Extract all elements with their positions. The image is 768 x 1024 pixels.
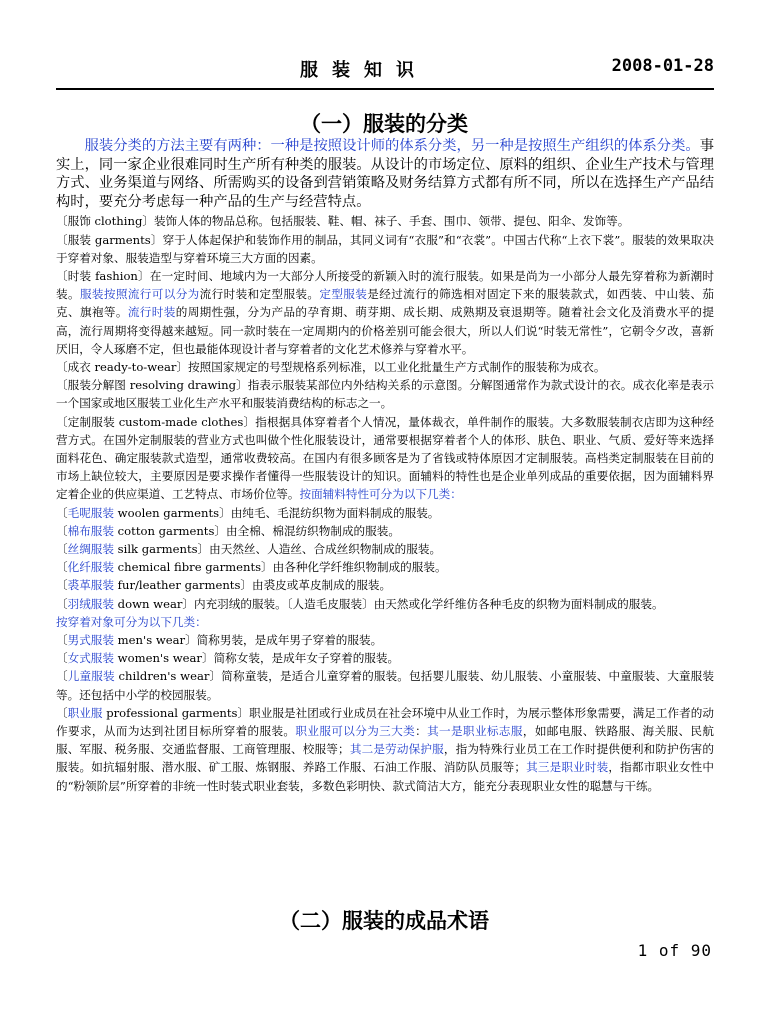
highlighted-text: 女式服装 [67,651,114,666]
highlighted-text: 其二是劳动保护服 [349,742,444,757]
text-run: 的周期性强，分为产品的孕育期、萌芽期、成长期、成熟期及衰退期等。随着社会文化及消费水平的提高，流行周期将变得越来越短。同一款时装在一定周期内的价格差别可能会很大，所以人们说“时装无常性”，它朝令夕改，喜新厌旧，令人琢磨不定，但也最能体现设计者与穿着者的文化艺术修养与穿着水平。 [56,305,714,356]
header-rule [56,88,714,90]
text-run: 〔定制服装 custom-made clothes〕指根据具体穿着者个人情况，量体裁衣，单件制作的服装。大多数服装制衣店即为这种经营方式。在国外定制服装的营业方式也叫做个性化服装设计，通常要根据穿着者个人的体形、肤色、职业、气质、爱好等来选择面料花色、确定服装款式造型，通常收费较高。在国内有很多顾客是为了省钱或特体原因才定制服装。高档类定制服装在目前的市场上缺位较大，主要原因是要求操作者懂得一些服装设计的知识。面辅料的特性也是企业单列成品的重要依据，因为面辅料界定着企业的供应渠道、工艺特点、市场价位等。 [56,414,714,502]
text-run: 〔 [56,505,68,520]
highlighted-text: 化纤服装 [67,560,114,575]
text-run: 〔服饰 clothing〕装饰人体的物品总称。包括服装、鞋、帽、袜子、手套、围巾、领带、提包、阳伞、发饰等。 [56,214,630,229]
text-run: children's wear〕简称童装，是适合儿童穿着的服装。包括婴儿服装、幼儿服装、小童服装、中童服装、大童服装等。还包括中小学的校园服装。 [56,669,714,702]
highlighted-text: 定型服装 [319,287,368,302]
highlighted-text: 流行时装 [127,305,176,320]
definition-paragraph [56,267,714,358]
header-title: 服装知识 [300,60,428,81]
text-run: 〔 [56,578,68,593]
text-run: 〔服装 garments〕穿于人体起保护和装饰作用的制品，其同义词有“衣服”和“衣裳”。中国古代称“上衣下裳”。服装的效果取决于穿着对象、服装造型与穿着环境三大方面的因素。 [56,232,714,265]
definition-paragraph [56,540,714,558]
highlighted-text: 其三是职业时装 [525,760,609,775]
highlighted-text: 男式服装 [67,633,114,648]
text-run: ，如邮电服、铁路服、海关服、民航服、军服、税务服、交通监督服、工商管理服、校服等； [56,724,714,757]
highlighted-text: 服装分类的方法主要有两种：一种是按照设计师的体系分类，另一种是按照生产组织的体系分类。 [84,138,700,154]
text-run: 〔时装 fashion〕在一定时间、地域内为一大部分人所接受的新颖入时的流行服装。如果是尚为一小部分人最先穿着称为新潮时装。 [56,268,714,302]
text-run: 事实上，同一家企业很难同时生产所有种类的服装。从设计的市场定位、原料的组织、企业生产技术与管理方式、业务渠道与网络、所需购买的设备到营销策略及财务结算方式都有所不同，所以在选择生产产品结构时，要充分考虑每一种产品的生产与经营特点。 [56,138,714,210]
text-run: down wear〕内充羽绒的服装。〔人造毛皮服装〕由天然或化学纤维仿各种毛皮的织物为面料制成的服装。 [114,596,664,611]
text-run: 〔 [56,523,68,538]
definition-paragraph [56,504,714,522]
highlighted-text: 裘革服装 [67,578,114,593]
highlighted-text: 毛呢服装 [67,505,114,520]
highlighted-text: 按穿着对象可分为以下几类： [56,614,207,629]
text-run: 〔 [56,651,68,666]
intro-paragraph [56,137,714,211]
page-header [56,56,714,82]
definition-paragraph [56,704,714,795]
text-run: 流行时装和定型服装。 [199,287,320,302]
highlighted-text: 丝绸服装 [67,542,114,557]
definition-list [56,212,714,795]
document-body [56,137,714,795]
text-run: woolen garments〕由纯毛、毛混纺织物为面料制成的服装。 [114,505,440,520]
highlighted-text: 职业服 [67,705,103,720]
text-run: ，指都市职业女性中的“粉领阶层”所穿着的非统一性时装式职业套装，多数色彩明快、款式简洁大方，能充分表现职业女性的聪慧与干练。 [56,760,714,793]
highlighted-text: 其一是职业标志服 [427,724,523,739]
text-run: 〔 [56,560,68,575]
definition-paragraph [56,413,714,504]
highlighted-text: 羽绒服装 [67,596,114,611]
text-run: 〔服装分解图 resolving drawing〕指表示服装某部位内外结构关系的示意图。分解图通常作为款式设计的衣。成衣化率是表示一个国家或地区服装工业化生产水平和服装消费结构的标志之一。 [56,378,714,411]
text-run: 〔 [56,633,68,648]
definition-paragraph [56,576,714,594]
definition-paragraph [56,358,714,376]
text-run: silk garments〕由天然丝、人造丝、合成丝织物制成的服装。 [114,542,442,557]
header-date: 2008-01-28 [611,56,714,76]
text-run: men's wear〕简称男装，是成年男子穿着的服装。 [114,633,383,648]
text-run: ： [415,724,428,739]
text-run: professional garments〕职业服是社团或行业成员在社会环境中从业工作时，为展示整体形象需要，满足工作者的动作要求，从而为达到社团目标所穿着的服装。 [56,705,714,739]
definition-paragraph [56,558,714,576]
definition-paragraph [56,667,714,703]
definition-paragraph [56,649,714,667]
text-run: 是经过流行的筛选相对固定下来的服装款式，如西装、中山装、茄克、旗袍等。 [56,287,714,320]
text-run: 〔 [56,705,68,720]
definition-paragraph [56,212,714,230]
section-title-1: （一）服装的分类 [300,111,468,136]
definition-paragraph [56,522,714,540]
highlighted-text: 按面辅料特性可分为以下几类： [299,487,462,502]
text-run: 〔 [56,669,68,684]
text-run: chemical fibre garments〕由各种化学纤维织物制成的服装。 [114,560,447,575]
text-run: 〔 [56,596,68,611]
text-run: 〔 [56,542,68,557]
text-run: 〔成衣 ready-to-wear〕按照国家规定的号型规格系列标准，以工业化批量生产方式制作的服装称为成衣。 [56,360,606,374]
page-number: 1 of 90 [637,941,712,960]
text-run: fur/leather garments〕由裘皮或革皮制成的服装。 [114,578,392,593]
highlighted-text: 儿童服装 [67,669,115,684]
highlighted-text: 职业服可以分为三大类 [295,724,416,739]
section-title-2: （二）服装的成品术语 [279,908,489,933]
text-run: women's wear〕简称女装，是成年女子穿着的服装。 [114,651,400,666]
definition-paragraph [56,595,714,613]
definition-paragraph [56,376,714,412]
definition-paragraph [56,231,714,267]
definition-paragraph [56,631,714,649]
definition-paragraph [56,613,714,631]
highlighted-text: 服装按照流行可以分为 [79,287,200,302]
highlighted-text: 棉布服装 [67,523,114,538]
text-run: cotton garments〕由全棉、棉混纺织物制成的服装。 [114,523,400,538]
text-run: ，指为特殊行业员工在工作时提供便利和防护伤害的服装。如抗辐射服、潜水服、矿工服、炼钢服、养路工作服、石油工作服、消防队员服等； [56,742,714,775]
